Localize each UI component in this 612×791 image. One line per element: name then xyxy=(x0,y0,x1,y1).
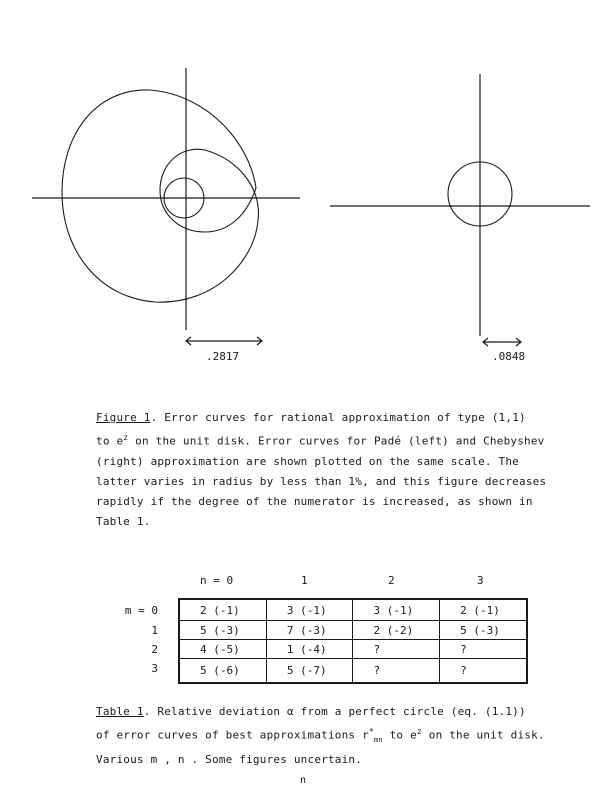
table-row xyxy=(179,620,527,639)
table-caption-line-2: of error curves of best approximations $r^*_{mn}$ to $e^z$ on the unit disk. xyxy=(96,727,545,744)
left-scale-label: .2817 xyxy=(206,350,240,363)
table-caption-line-3: Various m , n . Some figures uncertain. xyxy=(96,752,363,766)
table-cell: 2 (-1) xyxy=(440,599,527,620)
table-cell: ? xyxy=(353,639,440,658)
figure-caption-line-1: Figure 1. Error curves for rational approximation of type (1,1) xyxy=(96,411,526,424)
table-cell: ? xyxy=(440,658,527,683)
page-number: n xyxy=(300,775,307,786)
table-cell: 5 (-3) xyxy=(440,620,527,639)
table-cell: ? xyxy=(440,639,527,658)
col-header-0: n = 0 xyxy=(200,574,234,587)
row-label-3: 3 xyxy=(151,662,158,675)
table-cell: 2 (-1) xyxy=(179,599,266,620)
table-row xyxy=(179,639,527,658)
table-cell: 1 (-4) xyxy=(266,639,353,658)
right-scale-label: .0848 xyxy=(492,350,526,363)
row-label-0: m = 0 xyxy=(124,604,158,617)
table-row xyxy=(179,658,527,683)
table-cell: 5 (-3) xyxy=(179,620,266,639)
row-label-1: 1 xyxy=(151,624,158,637)
figure-caption-line-3: (right) approximation are shown plotted on the same scale. The xyxy=(96,454,519,468)
figure-caption-line-2: to $e^z$ on the unit disk. Error curves for Padé (left) and Chebyshev xyxy=(96,433,545,448)
table-caption xyxy=(96,702,556,770)
table-caption-line-1: Table 1. Relative deviation α from a perfect circle (eq. (1.1)) xyxy=(96,705,526,718)
figure-caption-line-5: rapidly if the degree of the numerator is increased, as shown in xyxy=(96,494,533,508)
col-header-3: 3 xyxy=(477,574,484,587)
figure-label: Figure 1 xyxy=(96,411,151,424)
table-cell: 3 (-1) xyxy=(266,599,353,620)
table-label: Table 1 xyxy=(96,705,144,718)
figure-caption xyxy=(96,408,556,532)
table-cell: ? xyxy=(353,658,440,683)
table-cell: 5 (-6) xyxy=(179,658,266,683)
deviation-table xyxy=(178,598,528,684)
table-row xyxy=(179,599,527,620)
table-cell: 4 (-5) xyxy=(179,639,266,658)
figure-caption-line-6: Table 1. xyxy=(96,514,151,528)
col-header-1: 1 xyxy=(301,574,308,587)
table-cell: 3 (-1) xyxy=(353,599,440,620)
figure-caption-line-4: latter varies in radius by less than 1%, and this figure decreases xyxy=(96,474,547,488)
pade-error-curve xyxy=(62,90,258,302)
col-header-2: 2 xyxy=(388,574,395,587)
row-label-2: 2 xyxy=(151,643,158,656)
table-cell: 2 (-2) xyxy=(353,620,440,639)
table-cell: 5 (-7) xyxy=(266,658,353,683)
table-cell: 7 (-3) xyxy=(266,620,353,639)
